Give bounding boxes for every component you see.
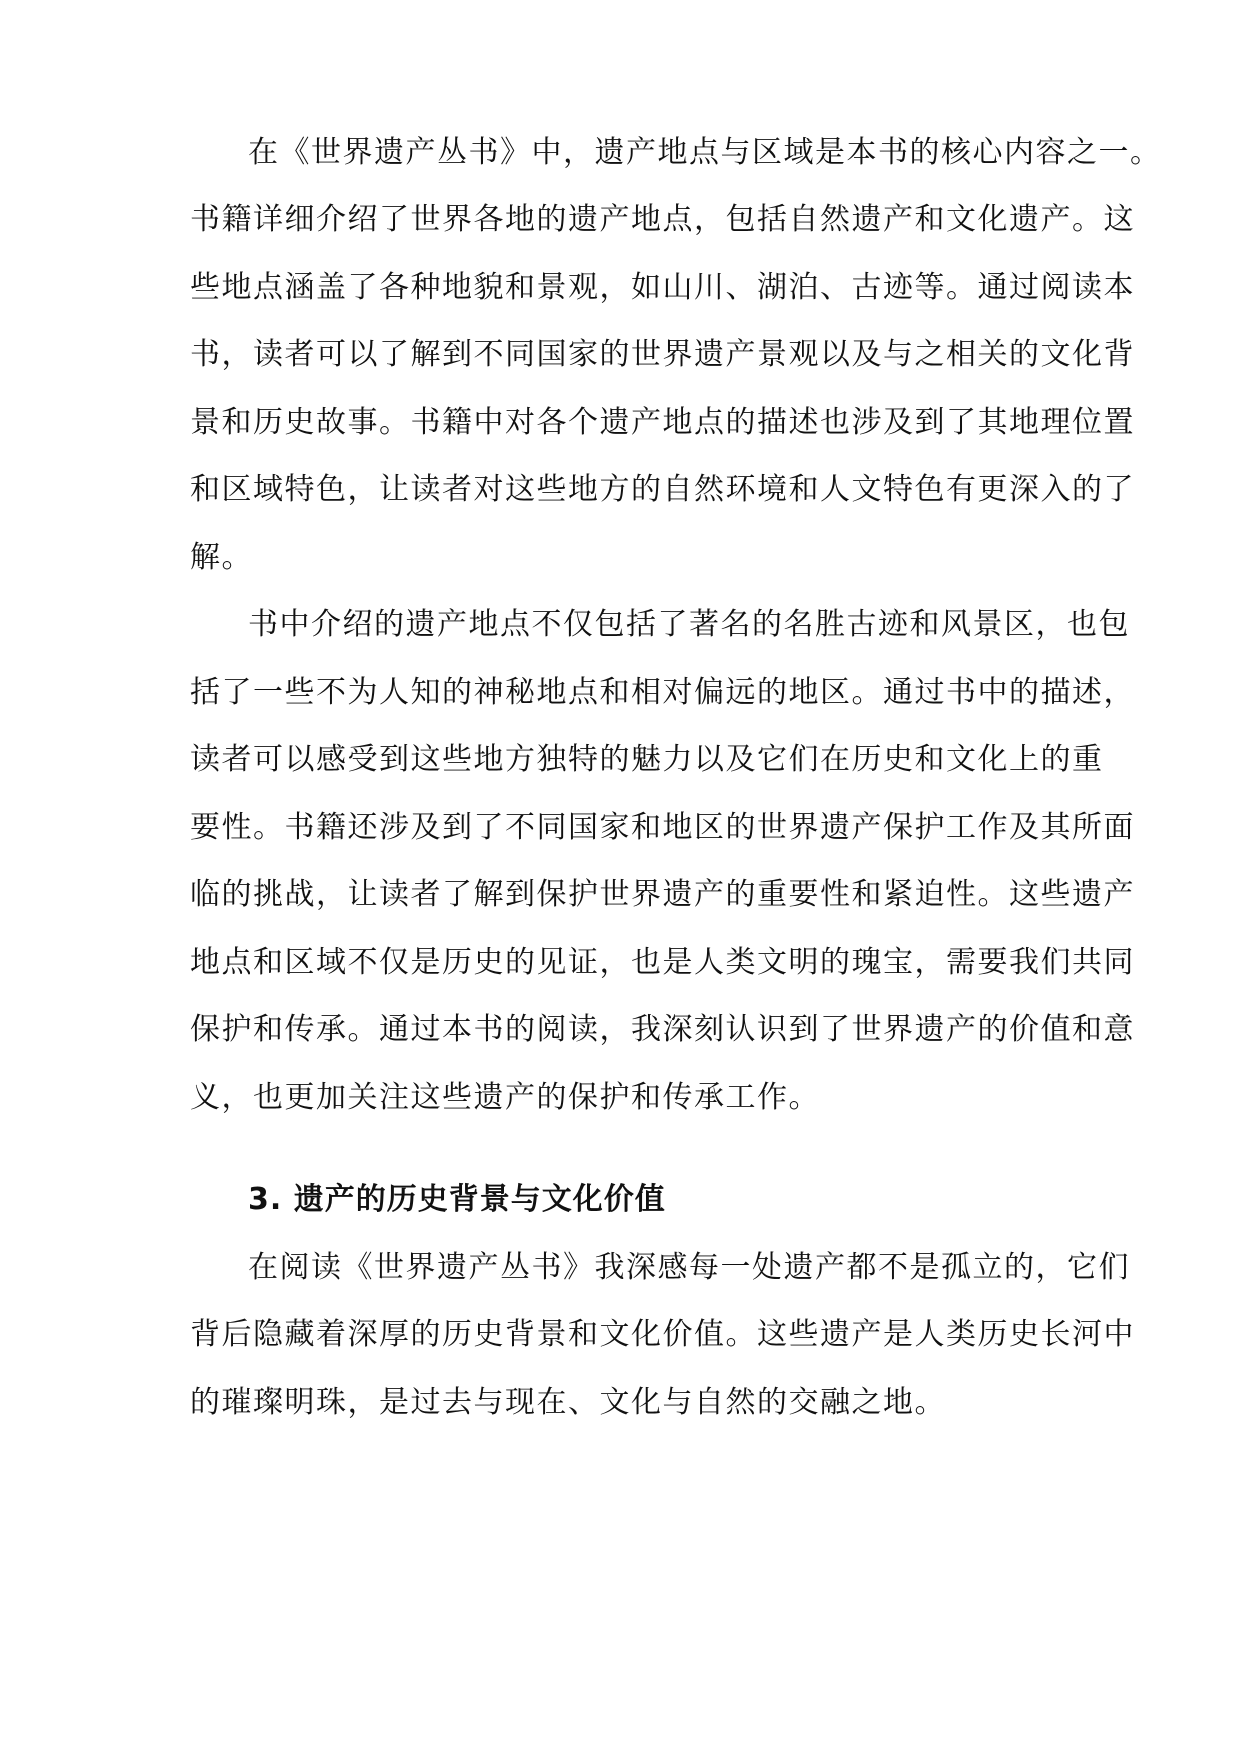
section-heading: 3. 遗产的历史背景与文化价值 — [248, 1182, 666, 1217]
text-line: 的璀璨明珠，是过去与现在、文化与自然的交融之地。 — [190, 1385, 946, 1420]
text-line: 景和历史故事。书籍中对各个遗产地点的描述也涉及到了其地理位置 — [190, 405, 1135, 440]
text-line: 保护和传承。通过本书的阅读，我深刻认识到了世界遗产的价值和意 — [190, 1012, 1135, 1047]
text-line: 些地点涵盖了各种地貌和景观，如山川、湖泊、古迹等。通过阅读本 — [190, 270, 1135, 305]
text-line: 括了一些不为人知的神秘地点和相对偏远的地区。通过书中的描述， — [190, 675, 1135, 710]
text-line: 要性。书籍还涉及到了不同国家和地区的世界遗产保护工作及其所面 — [190, 810, 1135, 845]
text-line: 义，也更加关注这些遗产的保护和传承工作。 — [190, 1080, 820, 1115]
text-line: 临的挑战，让读者了解到保护世界遗产的重要性和紧迫性。这些遗产 — [190, 877, 1135, 912]
text-line: 书籍详细介绍了世界各地的遗产地点，包括自然遗产和文化遗产。这 — [190, 202, 1135, 237]
text-line: 解。 — [190, 540, 253, 575]
text-line: 地点和区域不仅是历史的见证，也是人类文明的瑰宝，需要我们共同 — [190, 945, 1135, 980]
text-line: 在《世界遗产丛书》中，遗产地点与区域是本书的核心内容之一。 — [248, 135, 1162, 170]
text-line: 书，读者可以了解到不同国家的世界遗产景观以及与之相关的文化背 — [190, 337, 1135, 372]
text-line: 在阅读《世界遗产丛书》我深感每一处遗产都不是孤立的，它们 — [248, 1250, 1130, 1285]
text-line: 和区域特色，让读者对这些地方的自然环境和人文特色有更深入的了 — [190, 472, 1135, 507]
text-line: 书中介绍的遗产地点不仅包括了著名的名胜古迹和风景区，也包 — [248, 607, 1130, 642]
text-line: 背后隐藏着深厚的历史背景和文化价值。这些遗产是人类历史长河中 — [190, 1317, 1135, 1352]
text-line: 读者可以感受到这些地方独特的魅力以及它们在历史和文化上的重 — [190, 742, 1104, 777]
